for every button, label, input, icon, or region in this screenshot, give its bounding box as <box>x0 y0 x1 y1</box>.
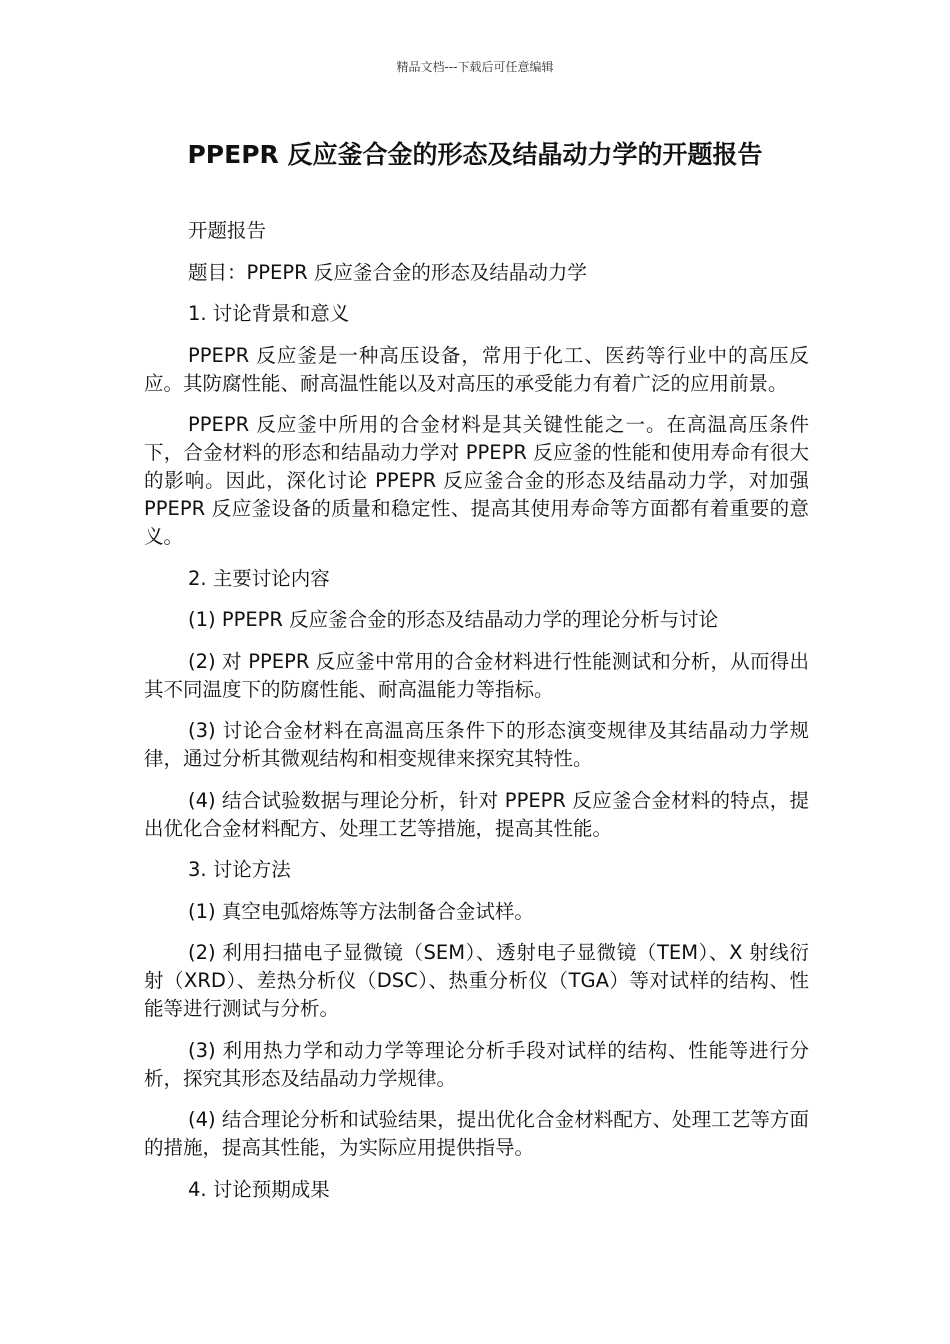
method-item-1: (1) 真空电弧熔炼等方法制备合金试样。 <box>188 899 534 923</box>
method-item-2: (2) 利用扫描电子显微镜（SEM）、透射电子显微镜（TEM）、X 射线衍射（XRD）、差热分析仪（DSC）、热重分析仪（TGA）等对试样的结构、性能等进行测试与分析。 <box>144 941 809 1020</box>
content-item-4: (4) 结合试验数据与理论分析，针对 PPEPR 反应釜合金材料的特点，提出优化合金材料配方、处理工艺等措施，提高其性能。 <box>144 788 809 840</box>
paragraph-background-1: PPEPR 反应釜是一种高压设备，常用于化工、医药等行业中的高压反应。其防腐性能、耐高温性能以及对高压的承受能力有着广泛的应用前景。 <box>144 343 809 395</box>
paragraph-topic: 题目：PPEPR 反应釜合金的形态及结晶动力学 <box>188 260 587 284</box>
section-heading-content: 2. 主要讨论内容 <box>188 566 330 590</box>
content-item-2: (2) 对 PPEPR 反应釜中常用的合金材料进行性能测试和分析，从而得出其不同温度下的防腐性能、耐高温能力等指标。 <box>144 649 809 701</box>
document-title: PPEPR 反应釜合金的形态及结晶动力学的开题报告 <box>187 140 763 169</box>
paragraph-background-2: PPEPR 反应釜中所用的合金材料是其关键性能之一。在高温高压条件下，合金材料的形态和结晶动力学对 PPEPR 反应釜的性能和使用寿命有很大的影响。因此，深化讨论 PPEPR 反应釜合金的形态及结晶动力学，对加强 PPEPR 反应釜设备的质量和稳定性、提高其使用寿命等方面都有着重要的意义。 <box>144 413 809 548</box>
content-item-1: (1) PPEPR 反应釜合金的形态及结晶动力学的理论分析与讨论 <box>188 608 719 631</box>
section-heading-background: 1. 讨论背景和意义 <box>188 302 350 325</box>
document-body <box>144 217 809 1217</box>
method-item-4: (4) 结合理论分析和试验结果，提出优化合金材料配方、处理工艺等方面的措施，提高其性能，为实际应用提供指导。 <box>144 1108 809 1159</box>
method-item-3: (3) 利用热力学和动力学等理论分析手段对试样的结构、性能等进行分析，探究其形态及结晶动力学规律。 <box>144 1038 809 1090</box>
section-heading-methods: 3. 讨论方法 <box>188 858 291 881</box>
page-header-note: 精品文档---下载后可任意编辑 <box>396 60 554 74</box>
paragraph-report-label: 开题报告 <box>188 219 267 242</box>
content-item-3: (3) 讨论合金材料在高温高压条件下的形态演变规律及其结晶动力学规律，通过分析其微观结构和相变规律来探究其特性。 <box>144 719 809 770</box>
section-heading-expected-results: 4. 讨论预期成果 <box>188 1177 330 1201</box>
